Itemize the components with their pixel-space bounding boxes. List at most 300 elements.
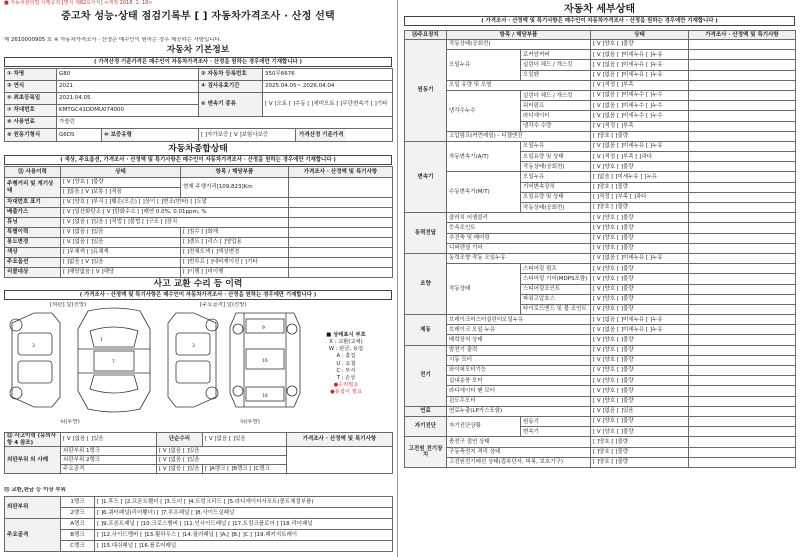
detail-item: 브레이크마스터실린더오일누유 <box>447 315 591 325</box>
engine-label: ⑨ 원동기형식 <box>5 129 57 142</box>
detail-item: 클러치 어셈블리 <box>447 213 591 223</box>
detail-state: [ V ]양호 [ ]불량 <box>591 162 689 172</box>
overall-row-price <box>289 268 393 278</box>
left-page <box>0 0 396 557</box>
detail-price-cell <box>689 182 796 192</box>
detail-state: [ V ]양호 [ ]불량 <box>591 345 689 355</box>
basic-info-heading: 자동차 기본정보 <box>166 45 230 55</box>
detail-group-label: 자기진단 <box>405 416 447 436</box>
detail-state: [ ]양호 [ ]불량 <box>591 203 689 213</box>
detail-state: [ V ]양호 [ ]불량 <box>591 243 689 253</box>
overall-row-state: [ V ]없음 [ ]있음 <box>61 228 181 238</box>
car-name-value: G80 <box>57 69 199 81</box>
overall-row-label: 리콜대상 <box>5 268 61 278</box>
detail-item: 자동변속기(A/T) <box>447 141 521 172</box>
detail-price-cell <box>689 386 796 396</box>
detail-price-cell <box>689 447 796 457</box>
detail-item: 자기진단상황 <box>447 416 521 436</box>
detail-subitem: 변속기 <box>521 427 591 437</box>
detail-item: 충전구 절연 상태 <box>447 437 591 447</box>
detail-row <box>405 406 796 416</box>
detail-price-cell <box>689 223 796 233</box>
trans-value: [ V ]오토 [ ]수동 [ ]세미오토 [ ]무단변속기 [ ]기타 <box>263 93 393 117</box>
overall-row-state: [ ]무채색 [ ]유채색 <box>61 248 181 258</box>
detail-price-cell <box>689 50 796 60</box>
detail-row <box>405 90 796 100</box>
vin-value: KMTGC41DDMU074000 <box>57 105 199 117</box>
car-top-windshield <box>90 327 138 347</box>
detail-state: [ V ]양호 [ ]불량 <box>591 264 689 274</box>
overall-row-state: [ ]없음 [ V ]있음 <box>61 258 181 268</box>
detail-price-cell <box>689 213 796 223</box>
detail-price-cell <box>689 131 796 141</box>
detail-item: 윈도우모터 <box>447 396 591 406</box>
detail-subitem: 오일유량 및 상태 <box>521 152 591 162</box>
detail-state: [ ]없음 [ ]미세누유 [ ]누유 <box>591 172 689 182</box>
detail-price-cell <box>689 355 796 365</box>
part-label-rear-panel: 18 <box>262 394 268 399</box>
overall-row-label: 용도변경 <box>5 238 61 248</box>
detail-row <box>405 345 796 355</box>
detail-row <box>405 172 796 182</box>
overall-row-price <box>289 228 393 238</box>
detail-state: [ V ]양호 [ ]불량 <box>591 386 689 396</box>
detail-state: [ V ]양호 [ ]불량 <box>591 223 689 233</box>
rank-value: [ V ]없음 [ ]있음 <box>157 456 287 465</box>
detail-state: [ V ]양호 [ ]불량 <box>591 396 689 406</box>
overall-row-label: 특별이력 <box>5 228 61 238</box>
detail-item: 오일누유 <box>447 50 521 81</box>
rank-extra: [ ]A랭크 [ ]B랭크 [ ]C랭크 <box>203 465 287 474</box>
detail-subitem: 스티어링 기어(MDPS포함) <box>521 274 591 284</box>
legend-item: X : 교환(교체) <box>329 339 363 346</box>
car-frame-wheelhouse-fr <box>287 324 297 334</box>
detail-row <box>405 396 796 406</box>
overall-table <box>4 166 393 278</box>
basic-info-note: ( 가격산정 기준가격은 매수인이 자동차가격조사 · 산정을 원하는 경우에만 기재합니다 ) <box>4 57 392 67</box>
exterior-front-label: [외판] 앞(전방) <box>50 302 87 308</box>
detail-subitem: 오일누유 <box>521 172 591 182</box>
detail-row <box>405 141 796 151</box>
parts-table <box>4 496 393 552</box>
detail-state: [ ]적정 [ ]부족 [ ]과다 <box>591 192 689 202</box>
detail-price-cell <box>689 111 796 121</box>
exterior-rear-label: 뒤(후방) <box>60 419 80 425</box>
parts-list: [ ]12.사이드멤버 [ ]13.휠하우스 [ ]14.필러패널 [ ]A,[ ]B,[ ]C [ ]19.패키지트레이 <box>95 530 393 541</box>
detail-state: [ V ]없음 [ ]미세누수 [ ]누수 <box>591 101 689 111</box>
car-side-left-outline <box>12 313 60 407</box>
detail-row <box>405 264 796 274</box>
detail-state: [ V ]없음 [ ]있음 <box>591 406 689 416</box>
trans-label: ⑥ 변속기 종류 <box>199 93 263 117</box>
detail-col-item: 항목 / 해당부품 <box>447 31 591 40</box>
overall-row-label: 주요옵션 <box>5 258 61 268</box>
overall-row-state: [ ]해당없음 [ V ]해당 <box>61 268 181 278</box>
detail-item: 등속조인트 <box>447 223 591 233</box>
detail-state: [ V ]양호 [ ]불량 <box>591 304 689 314</box>
detail-row <box>405 355 796 365</box>
warranty-label: ⑩ 보증유형 <box>101 129 134 141</box>
detail-subitem: 기어변속장치 <box>521 182 591 192</box>
detail-price-cell <box>689 152 796 162</box>
car-frame-wheelhouse-fl <box>233 324 243 334</box>
detail-subitem: 원동기 <box>521 416 591 426</box>
parts-list: [ ]15.대쉬패널 [ ]16.플로어패널 <box>95 541 393 552</box>
legend-item: A : 흠집 <box>336 353 356 360</box>
detail-price-cell <box>689 396 796 406</box>
detail-price-cell <box>689 203 796 213</box>
overall-row-state: [ V ]양호 [ ]불량 <box>61 178 181 188</box>
document-title: 중고차 성능·상태 점검기록부 [ ] 자동차가격조사 · 산정 선택 <box>61 11 335 22</box>
detail-price-cell <box>689 304 796 314</box>
detail-item: 냉각수누수 <box>447 90 521 131</box>
first-reg-value: 2021.04.05 <box>57 93 199 105</box>
detail-row <box>405 416 796 426</box>
detail-col-price: 가격조사 · 산정액 및 특기사항 <box>689 31 796 40</box>
detail-group-label: 고전원 전기장치 <box>405 437 447 468</box>
detail-price-cell <box>689 60 796 70</box>
reg-no-value: 350무6676 <box>263 69 393 81</box>
detail-row <box>405 325 796 335</box>
detail-price-cell <box>689 253 796 263</box>
repair-heading: 사고 교환 수리 등 이력 <box>153 279 243 289</box>
detail-price-cell <box>689 416 796 426</box>
part-label-door-right: 3 <box>192 344 195 349</box>
detail-subitem: 오일누유 <box>521 141 591 151</box>
detail-state: [ V ]양호 [ ]불량 <box>591 366 689 376</box>
parts-heading: ⑬ 교환,판금 등 이상 부위 <box>4 487 66 493</box>
detail-item: 와이퍼모터기능 <box>447 366 591 376</box>
overall-row-price <box>289 238 393 248</box>
overall-row-item: [ ]썬루프 [ ]네비게이션 [ ]기타 <box>181 258 289 268</box>
overall-row-state: [ V ]없음 [ ]있음 [ ]적법 [ ]불법 [ ]구조 [ ]장치 <box>61 218 289 228</box>
car-frame-wheelhouse-rl <box>233 386 243 396</box>
rank-value: [ V ]없음 [ ]있음 <box>157 465 203 474</box>
detail-state: [ V ]양호 [ ]불량 <box>591 355 689 365</box>
detail-state: [ V ]없음 [ ]미세누수 [ ]누수 <box>591 90 689 100</box>
first-reg-label: ⑤ 최초등록일 <box>5 93 57 105</box>
detail-item: 구동축전지 격리 상태 <box>447 447 591 457</box>
detail-col-device: ⑭주요장치 <box>405 31 447 40</box>
part-label-front-panel: 9 <box>262 326 265 331</box>
rank-label: 외판부위 2랭크 <box>61 456 157 465</box>
overall-row-price <box>289 208 393 218</box>
document-number: 제 2610000905 호 ※ 자동차가격조사 · 산정은 매수인이 원하는 경우 제공하는 사항입니다. <box>4 37 222 43</box>
detail-subitem: 오일팬 <box>521 70 591 80</box>
rank-label: 외판부위 1랭크 <box>61 447 157 456</box>
detail-price-cell <box>689 345 796 355</box>
detail-subitem: 로커암커버 <box>521 50 591 60</box>
detail-item: 디퍼렌셜 기어 <box>447 243 591 253</box>
detail-row <box>405 366 796 376</box>
detail-row <box>405 243 796 253</box>
detail-price-cell <box>689 294 796 304</box>
detail-subitem: 라디에이터 <box>521 111 591 121</box>
overall-row-price <box>289 198 393 208</box>
overall-row-price <box>289 248 393 258</box>
overall-note: ( 색상, 주요옵션, 가격조사 · 산정액 및 특기사항은 매수인이 자동차가격조사 · 산정을 원하는 경우에만 기재합니다 ) <box>4 155 392 165</box>
detail-note: ( 가격조사 · 산정액 및 특기사항은 매수인이 자동차가격조사 · 산정을 원하는 경우에만 기재합니다 ) <box>404 16 795 26</box>
detail-state: [ V ]없음 [ ]미세누유 [ ]누유 <box>591 70 689 80</box>
detail-group-label: 제동 <box>405 315 447 346</box>
frame-rear-label: 뒤(후방) <box>240 419 260 425</box>
detail-price-cell <box>689 101 796 111</box>
detail-subitem: 냉각수 수량 <box>521 121 591 131</box>
detail-row <box>405 315 796 325</box>
detail-item: 동력조향 작동 오일누유 <box>447 253 591 263</box>
detail-price-cell <box>689 90 796 100</box>
simple-repair-label: 단순수리 <box>157 433 203 447</box>
simple-repair-value: [ V ]없음 [ ]있음 <box>203 433 287 447</box>
detail-state: [ V ]양호 [ ]불량 <box>591 284 689 294</box>
accident-table <box>4 432 393 474</box>
detail-group-label: 조향 <box>405 253 447 314</box>
detail-item: 발전기 출력 <box>447 345 591 355</box>
detail-subitem: 워터펌프 <box>521 101 591 111</box>
detail-group-label: 동력전달 <box>405 213 447 254</box>
detail-price-cell <box>689 243 796 253</box>
detail-row <box>405 40 796 50</box>
detail-state: [ V ]없음 [ ]미세누유 [ ]누유 <box>591 253 689 263</box>
accident-label: ⑫ 사고이력 (유의사항 4 참조) <box>5 433 61 447</box>
overall-col-history: ⑪ 사용이력 <box>5 167 61 178</box>
parts-group-label: 외판부위 <box>5 497 61 519</box>
parts-group-label: 주요골격 <box>5 519 61 552</box>
overall-row-price <box>289 218 393 228</box>
part-label-door-front: 3 <box>32 344 35 349</box>
detail-group-label: 변속기 <box>405 141 447 212</box>
detail-group-label: 원동기 <box>405 40 447 142</box>
detail-item: 배력장치 상태 <box>447 335 591 345</box>
detail-state: [ V ]없음 [ ]미세누유 [ ]누유 <box>591 50 689 60</box>
valid-value: 2025.04.05~ 2026.04.04 <box>263 81 393 93</box>
detail-row <box>405 80 796 90</box>
part-label-roof: 7 <box>112 360 115 365</box>
detail-price-cell <box>689 162 796 172</box>
detail-state: [ V ]적정 [ ]부족 [ ]과다 <box>591 152 689 162</box>
detail-row <box>405 376 796 386</box>
legend-item: T : 손상 <box>336 374 356 381</box>
detail-state: [ ]양호 [ ]불량 <box>591 131 689 141</box>
detail-state: [ V ]양호 [ ]불량 <box>591 416 689 426</box>
engine-code: G6DS <box>59 132 75 138</box>
part-label-floor-panel: 16 <box>262 359 268 364</box>
detail-row <box>405 386 796 396</box>
overall-row-state: [ V ]일산화탄소 [ V ]탄화수소 [ ]매연 0.0%, 0.01ppm, % <box>61 208 289 218</box>
detail-state: [ V ]없음 [ ]미세누유 [ ]누유 <box>591 315 689 325</box>
detail-price-cell <box>689 172 796 182</box>
detail-state: [ ]양호 [ ]불량 <box>591 457 689 467</box>
detail-row <box>405 233 796 243</box>
detail-price-cell <box>689 192 796 202</box>
detail-price-cell <box>689 437 796 447</box>
car-frame-wheelhouse-rr <box>287 386 297 396</box>
year-label: ③ 연식 <box>5 81 57 93</box>
detail-table <box>404 30 796 468</box>
detail-state: [ V ]양호 [ ]불량 <box>591 294 689 304</box>
detail-state: [ V ]양호 [ ]불량 <box>591 335 689 345</box>
detail-price-cell <box>689 284 796 294</box>
car-side-right-door-rear <box>176 361 210 383</box>
car-frame-front-panel <box>246 319 284 333</box>
detail-state: [ ]양호 [ ]불량 <box>591 447 689 457</box>
detail-subitem: 타이로드엔드 및 볼 조인트 <box>521 304 591 314</box>
repair-price-label: 가격조사 · 산정액 및 특기사항 <box>287 433 393 447</box>
parts-list: [ ]9.프론트패널 [ ]10.크로스멤버 [ ]11.인사이드패널 [ ]17.트렁크플로어 [ ]18.리어패널 <box>95 519 393 530</box>
rank-label: 주요골격 <box>61 465 157 474</box>
detail-price-cell <box>689 264 796 274</box>
detail-row <box>405 437 796 447</box>
overall-col-item: 항목 / 해당부품 <box>181 167 289 178</box>
detail-state: [ V ]양호 [ ]불량 <box>591 376 689 386</box>
detail-subitem: 작동상태(공회전) <box>521 162 591 172</box>
fuel-label: ⑧ 사용연료 <box>5 117 57 129</box>
parts-rank: A랭크 <box>61 519 95 530</box>
detail-item: 브레이크 오일 누유 <box>447 325 591 335</box>
price-basis-label: 가격산정 기준가격 <box>295 129 346 141</box>
car-name-label: ① 차명 <box>5 69 57 81</box>
detail-heading: 자동차 세부상태 <box>563 4 636 15</box>
detail-price-cell <box>689 80 796 90</box>
detail-row <box>405 213 796 223</box>
car-side-left-drawing <box>10 313 60 407</box>
overall-row-item: [ ]침수 [ ]화재 <box>181 228 289 238</box>
part-label-hood: 1 <box>100 338 103 343</box>
detail-price-cell <box>689 406 796 416</box>
detail-item: 작동상태(공회전) <box>447 40 591 50</box>
overall-row-label: 주행거리 및 계기상태 <box>5 178 61 198</box>
detail-subitem: 실린더 헤드 / 개스킷 <box>521 60 591 70</box>
warranty-value: [ ]자가보증 [ V ]보험사보증 <box>201 132 269 138</box>
year-value: 2021 <box>57 81 199 93</box>
parts-rank: C랭크 <box>61 541 95 552</box>
legend-title: ■ 상태표시 부호 <box>326 332 366 338</box>
detail-subitem: 실린더 헤드 / 개스킷 <box>521 90 591 100</box>
detail-state: [ ]양호 [ ]불량 <box>591 437 689 447</box>
car-side-left-door-front <box>18 333 52 355</box>
detail-item: 오일 유량 및 오염 <box>447 80 591 90</box>
detail-item: 고압펌프(커먼레일) - 디젤엔진 <box>447 131 591 141</box>
overall-row-state: [ ]많음 [ V ]보통 [ ]적음 <box>61 188 181 198</box>
parts-list: [ ]1.후드 [ ]2.프론트휀더 [ ]3.도어 [ ]4.트렁크리드 [ ]5.라디에이터서포트(볼트체결부품) <box>95 497 393 508</box>
legend-item: W : 판금, 용접 <box>328 346 364 353</box>
overall-row-label: 차대번호 표기 <box>5 198 61 208</box>
detail-state: [ V ]적정 [ ]부족 <box>591 121 689 131</box>
detail-item: 라디에이터 팬 모터 <box>447 386 591 396</box>
detail-item: 추진축 및 베어링 <box>447 233 591 243</box>
detail-state: [ V ]없음 [ ]미세누수 [ ]누수 <box>591 111 689 121</box>
detail-state: [ ]양호 [ ]불량 <box>591 182 689 192</box>
detail-price-cell <box>689 40 796 50</box>
detail-price-cell <box>689 457 796 467</box>
detail-state: [ V ]양호 [ ]불량 <box>591 40 689 50</box>
parts-rank: 1랭크 <box>61 497 95 508</box>
detail-col-state: 상태 <box>591 31 689 40</box>
overall-row-label: 튜닝 <box>5 218 61 228</box>
detail-row <box>405 447 796 457</box>
detail-item: 작동상태 <box>447 264 521 315</box>
overall-heading: 자동차종합상태 <box>168 144 228 154</box>
detail-item: 고전원전기배선 상태(접속단자, 피복, 보호기구) <box>447 457 591 467</box>
reg-no-label: ② 자동차 등록번호 <box>199 69 263 81</box>
form-reference-note: ■ 자동차관리법 시행규칙 [별지 제82호서식] <개정 2018. 1. 18> <box>4 0 153 6</box>
car-top-rear-window <box>90 375 138 393</box>
vin-label: ⑦ 차대번호 <box>5 105 57 117</box>
basic-info-table <box>4 68 393 142</box>
detail-row <box>405 253 796 263</box>
detail-subitem: 작동상태(공회전) <box>521 203 591 213</box>
detail-state: [ V ]양호 [ ]불량 <box>591 427 689 437</box>
overall-row-state: [ V ]양호 [ ]부식 [ ]훼손(오손) [ ]상이 [ ]변조(변타) [ ]도말 <box>61 198 289 208</box>
detail-subitem: 스티어링 펌프 <box>521 264 591 274</box>
detail-state: [ V ]양호 [ ]불량 <box>591 213 689 223</box>
detail-state: [ V ]없음 [ ]미세누유 [ ]누유 <box>591 141 689 151</box>
detail-row <box>405 223 796 233</box>
overall-col-state: 상태 <box>61 167 181 178</box>
detail-subitem: 스티어링조인트 <box>521 284 591 294</box>
car-side-right-outline <box>168 313 216 407</box>
detail-group-label: 전기 <box>405 345 447 406</box>
detail-state: [ V ]없음 [ ]미세누유 [ ]누유 <box>591 325 689 335</box>
detail-price-cell <box>689 366 796 376</box>
valid-label: ④ 검사유효기간 <box>199 81 263 93</box>
detail-price-cell <box>689 274 796 284</box>
engine-value <box>57 129 199 142</box>
detail-item: 실내송풍 모터 <box>447 376 591 386</box>
detail-group-label: 연료 <box>405 406 447 416</box>
warranty-row <box>199 129 393 142</box>
overall-row-item: 현재 주행거리[109,823]Km <box>181 178 289 198</box>
legend-item: U : 요철 <box>336 360 356 367</box>
detail-price-cell <box>689 427 796 437</box>
right-page <box>400 0 799 557</box>
accident-value: [ V ]없음 [ ]있음 <box>61 433 157 447</box>
repair-note: ( 가격조사 · 산정액 및 특기사항은 매수인이 자동차가격조사 · 산정을 원하는 경우에만 기재합니다 ) <box>4 290 392 300</box>
parts-rank: B랭크 <box>61 530 95 541</box>
detail-state: [ V ]적정 [ ]부족 <box>591 80 689 90</box>
detail-price-cell <box>689 70 796 80</box>
car-side-right-drawing <box>168 313 218 407</box>
legend-item: C : 부식 <box>336 367 356 374</box>
detail-table-body <box>405 31 796 468</box>
frame-front-label: [주요골격] 앞(전방) <box>200 302 247 308</box>
parts-list: [ ]6.쿼터패널(리어휀더) [ ]7.루프패널 [ ]8.사이드실패널 <box>95 508 393 519</box>
detail-subitem: 오일유량 및 상태 <box>521 192 591 202</box>
detail-price-cell <box>689 315 796 325</box>
detail-state: [ V ]없음 [ ]미세누유 [ ]누유 <box>591 60 689 70</box>
overall-row-price <box>289 258 393 268</box>
parts-rank: 2랭크 <box>61 508 95 519</box>
fuel-value: 가솔린 <box>57 117 393 129</box>
detail-row <box>405 457 796 467</box>
detail-item: 연료누출(LP가스포함) <box>447 406 591 416</box>
overall-row-price <box>289 178 393 198</box>
detail-state: [ V ]양호 [ ]불량 <box>591 233 689 243</box>
page-divider <box>397 0 398 557</box>
overall-row-label: 색상 <box>5 248 61 258</box>
exterior-case-label: 외판부위 외 사례 <box>5 447 61 474</box>
detail-state: [ V ]양호 [ ]불량 <box>591 274 689 284</box>
detail-item: 시동 모터 <box>447 355 591 365</box>
detail-item: 수동변속기(M/T) <box>447 172 521 213</box>
detail-price-cell <box>689 325 796 335</box>
overall-row-item: [ ]이행 [ ]미이행 <box>181 268 289 278</box>
overall-col-price: 가격조사 · 산정액 및 특기사항 <box>289 167 393 178</box>
detail-price-cell <box>689 121 796 131</box>
detail-price-cell <box>689 335 796 345</box>
detail-price-cell <box>689 141 796 151</box>
detail-row <box>405 131 796 141</box>
